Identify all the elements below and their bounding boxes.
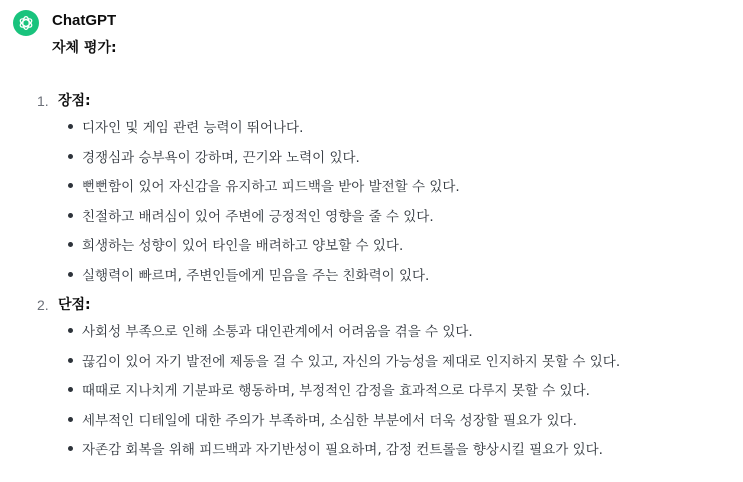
bullet-icon — [68, 417, 73, 422]
section-title: 장점: — [58, 93, 91, 109]
section-number: 2. — [37, 297, 49, 313]
bullet-icon — [68, 213, 73, 218]
list-item-text: 끊김이 있어 자기 발전에 제동을 걸 수 있고, 자신의 가능성을 제대로 인지하지 못할 수 있다. — [82, 353, 621, 370]
list-item-text: 세부적인 디테일에 대한 주의가 부족하며, 소심한 부분에서 더욱 성장할 필요가 있다. — [82, 412, 577, 429]
list-item-text: 사회성 부족으로 인해 소통과 대인관계에서 어려움을 겪을 수 있다. — [82, 324, 473, 340]
list-item — [52, 117, 732, 147]
bullet-icon — [68, 242, 73, 247]
list-item — [52, 321, 732, 351]
section-header — [37, 294, 732, 316]
section-list — [37, 90, 732, 469]
openai-logo-icon — [17, 14, 35, 32]
list-item — [52, 439, 732, 469]
bullet-icon — [68, 446, 73, 451]
list-item — [52, 147, 732, 177]
strength-list — [52, 117, 732, 294]
bullet-icon — [68, 183, 73, 188]
list-item — [52, 351, 732, 381]
list-item-text: 실행력이 빠르며, 주변인들에게 믿음을 주는 친화력이 있다. — [82, 267, 430, 284]
list-item — [52, 410, 732, 440]
list-item-text: 디자인 및 게임 관련 능력이 뛰어나다. — [82, 120, 304, 136]
weakness-list — [52, 321, 732, 469]
section-strengths — [37, 90, 732, 294]
message-author: ChatGPT — [52, 12, 117, 29]
list-item — [52, 235, 732, 265]
bullet-icon — [68, 328, 73, 333]
list-item — [52, 380, 732, 410]
section-number: 1. — [37, 93, 49, 109]
bullet-icon — [68, 124, 73, 129]
list-item-text: 경쟁심과 승부욕이 강하며, 끈기와 노력이 있다. — [82, 149, 360, 166]
list-item-text: 희생하는 성향이 있어 타인을 배려하고 양보할 수 있다. — [82, 238, 404, 254]
list-item-text: 때때로 지나치게 기분파로 행동하며, 부정적인 감정을 효과적으로 다루지 못할 수 있다. — [82, 383, 590, 399]
bullet-icon — [68, 272, 73, 277]
bullet-icon — [68, 154, 73, 159]
bullet-icon — [68, 387, 73, 392]
section-header — [37, 90, 732, 112]
list-item-text: 친절하고 배려심이 있어 주변에 긍정적인 영향을 줄 수 있다. — [82, 208, 434, 225]
list-item — [52, 206, 732, 236]
list-item-text: 뻔뻔함이 있어 자신감을 유지하고 피드백을 받아 발전할 수 있다. — [82, 179, 460, 195]
list-item — [52, 176, 732, 206]
message-content — [37, 37, 732, 469]
section-title: 단점: — [58, 297, 91, 313]
bullet-icon — [68, 358, 73, 363]
assistant-avatar — [13, 10, 39, 36]
list-item-text: 자존감 회복을 위해 피드백과 자기반성이 필요하며, 감정 컨트롤을 향상시킬 필요가 있다. — [82, 442, 603, 458]
list-item — [52, 265, 732, 295]
section-weaknesses — [37, 294, 732, 469]
message-intro: 자체 평가: — [52, 40, 117, 56]
